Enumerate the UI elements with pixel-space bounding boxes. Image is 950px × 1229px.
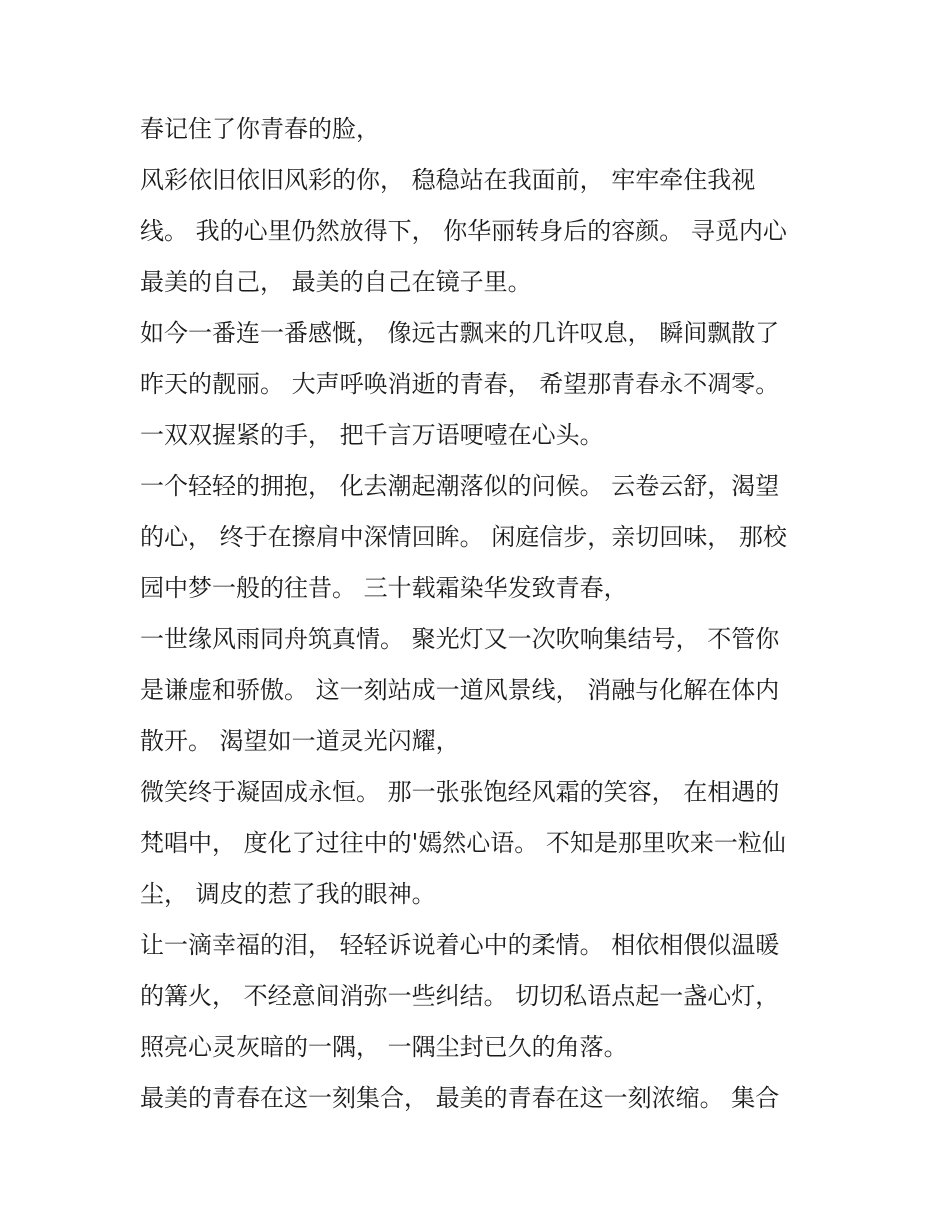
text-line-14: 微笑终于凝固成永恒。 那一张张饱经风霜的笑容， 在相遇的 xyxy=(140,778,780,806)
text-line-12: 是谦虚和骄傲。 这一刻站成一道风景线， 消融与化解在体内 xyxy=(140,676,780,704)
text-line-10: 园中梦一般的往昔。 三十载霜染华发致青春， xyxy=(140,574,628,602)
text-line-1: 春记住了你青春的脸， xyxy=(140,115,380,143)
text-line-16: 尘， 调皮的惹了我的眼神。 xyxy=(140,880,436,908)
text-line-17: 让一滴幸福的泪， 轻轻诉说着心中的柔情。 相依相偎似温暖 xyxy=(140,931,780,959)
text-line-15: 梵唱中， 度化了过往中的'嫣然心语。 不知是那里吹来一粒仙 xyxy=(140,829,786,857)
text-line-18: 的篝火， 不经意间消弥一些纠结。 切切私语点起一盏心灯， xyxy=(140,982,780,1010)
text-line-3: 线。 我的心里仍然放得下， 你华丽转身后的容颜。 寻觅内心 xyxy=(140,217,787,245)
text-line-9: 的心， 终于在擦肩中深情回眸。 闲庭信步，亲切回味， 那校 xyxy=(140,523,787,551)
text-line-5: 如今一番连一番感慨， 像远古飘来的几许叹息， 瞬间飘散了 xyxy=(140,319,780,347)
text-line-11: 一世缘风雨同舟筑真情。 聚光灯又一次吹响集结号， 不管你 xyxy=(140,625,780,653)
text-line-7: 一双双握紧的手， 把千言万语哽噎在心头。 xyxy=(140,421,604,449)
text-line-19: 照亮心灵灰暗的一隅， 一隅尘封已久的角落。 xyxy=(140,1033,628,1061)
text-line-2: 风彩依旧依旧风彩的你， 稳稳站在我面前， 牢牢牵住我视 xyxy=(140,166,756,194)
text-line-20: 最美的青春在这一刻集合， 最美的青春在这一刻浓缩。 集合 xyxy=(140,1084,780,1112)
text-line-4: 最美的自己， 最美的自己在镜子里。 xyxy=(140,268,532,296)
text-line-13: 散开。 渴望如一道灵光闪耀， xyxy=(140,727,460,755)
text-line-8: 一个轻轻的拥抱， 化去潮起潮落似的问候。 云卷云舒，渴望 xyxy=(140,472,780,500)
text-line-6: 昨天的靓丽。 大声呼唤消逝的青春， 希望那青春永不凋零。 xyxy=(140,370,780,398)
